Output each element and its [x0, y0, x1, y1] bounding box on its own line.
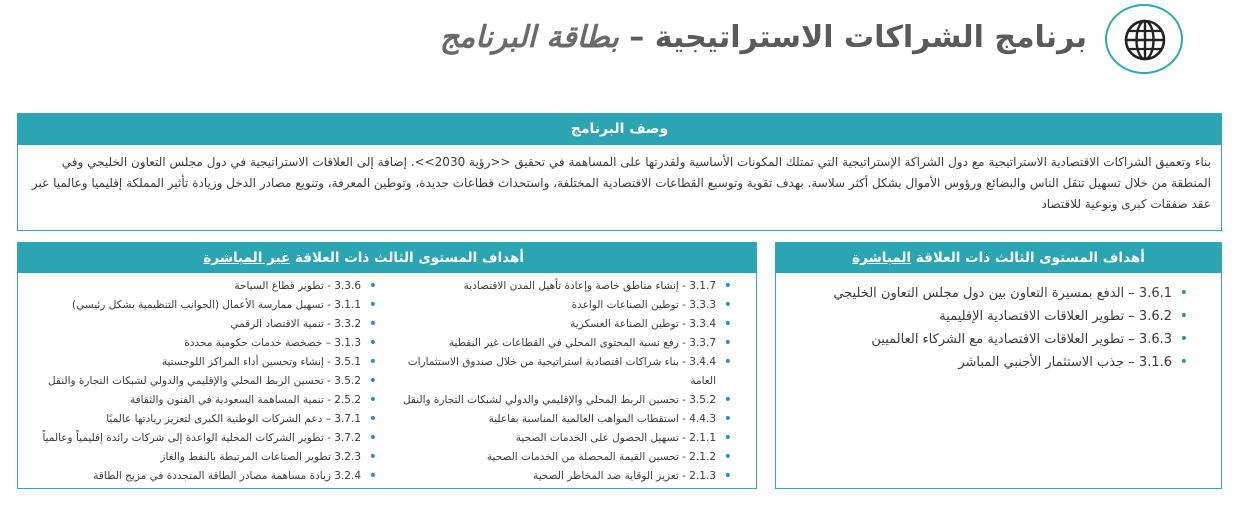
list-item: • 2.5.2 - تنمية المساهمة السعودية في الفنون والثقافة: [21, 391, 383, 410]
list-item: • 3.4.4 - بناء شراكات اقتصادية استراتيجية من خلال صندوق الاستثمارات العامة: [393, 353, 738, 391]
page-title: [440, 16, 1087, 60]
indirect-objectives-heading: [18, 243, 756, 273]
list-item: • 2.1.1 - تسهيل الحصول على الخدمات الصحية: [393, 429, 738, 448]
direct-heading-prefix: أهداف المستوى الثالث ذات العلاقة: [911, 250, 1145, 266]
list-item: • 3.5.2 - تحسين الربط المحلي والإقليمي والدولي لشبكات التجارة والنقل: [21, 372, 383, 391]
list-item: • 3.3.6 - تطوير قطاع السياحة: [21, 277, 383, 296]
list-item: • 3.6.3 – تطوير العلاقات الاقتصادية مع الشركاء العالميين: [833, 328, 1194, 351]
list-item: • 3.1.3 – خصخصة خدمات حكومية محددة: [21, 334, 383, 353]
indirect-objectives-column-left: [21, 277, 383, 486]
direct-objectives-list: [833, 282, 1194, 374]
globe-icon: [1123, 18, 1167, 62]
description-heading: وصف البرنامج: [18, 114, 1221, 145]
list-item: • 3.3.7 - رفع نسبة المحتوى المحلي في القطاعات غير النفطية: [393, 334, 738, 353]
list-item: • 3.6.2 – تطوير العلاقات الاقتصادية الإقليمية: [833, 305, 1194, 328]
direct-heading-emphasis: المباشرة: [852, 250, 912, 266]
list-item: • 3.1.7 - إنشاء مناطق خاصة وإعادة تأهيل المدن الاقتصادية: [393, 277, 738, 296]
list-item: • 3.2.4 زيادة مساهمة مصادر الطاقة المتجددة في مزيج الطاقة: [21, 467, 383, 486]
list-item: • 4.4.3 - استقطاب المواهب العالمية المناسبة بفاعلية: [393, 410, 738, 429]
list-item: • 2.1.2 - تحسين القيمة المحصلة من الخدمات الصحية: [393, 448, 738, 467]
program-logo: [1105, 4, 1183, 74]
description-text: بناء وتعميق الشراكات الاقتصادية الاستراتيجية مع دول الشراكة الإستراتيجية التي تمتلك المكونات الأساسية ولقدرتها على المساهمة في تحقيق <<رؤية 2030>>. إضافة إلى العلاقات الاستراتيجية في دول مجلس التعاون الخليجي وفي المنطقة من خلال تسهيل تنقل الناس والبضائع ورؤوس الأموال بشكل أكثر سلاسة. بهدف تقوية وتوسيع القطاعات الاقتصادية المختلفة، واستحداث قطاعات جديدة، وتوطين المعرفة، وتنويع مصادر الدخل وزيادة تأثير المملكة إقليميا وعالميا عبر عقد صفقات كبرى ونوعية للاقتصاد: [31, 155, 1211, 211]
list-item: • 3.6.1 – الدفع بمسيرة التعاون بين دول مجلس التعاون الخليجي: [833, 282, 1194, 305]
title-main: برنامج الشراكات الاستراتيجية –: [629, 20, 1087, 55]
list-item: • 3.7.2 - تطوير الشركات المحلية الواعدة إلى شركات رائدة إقليمياً وعالمياً: [21, 429, 383, 448]
indirect-objectives-column-right: [393, 277, 738, 486]
program-description-panel: [17, 113, 1222, 231]
list-item: • 3.2.3 تطوير الصناعات المرتبطة بالنفط والغاز: [21, 448, 383, 467]
indirect-objectives-panel: [17, 242, 757, 489]
title-subtitle: بطاقة البرنامج: [439, 20, 619, 55]
indirect-heading-emphasis: غير المباشرة: [203, 250, 291, 266]
list-item: • 3.5.1 - إنشاء وتحسين أداء المراكز اللوجستية: [21, 353, 383, 372]
list-item: • 3.1.1 - تسهيل ممارسة الأعمال (الجوانب التنظيمية بشكل رئيسي): [21, 296, 383, 315]
list-item: • 3.7.1 – دعم الشركات الوطنية الكبرى لتعزيز ريادتها عالميًا: [21, 410, 383, 429]
list-item: • 3.3.2 - تنمية الاقتصاد الرقمي: [21, 315, 383, 334]
list-item: • 2.1.3 - تعزيز الوقاية ضد المخاطر الصحية: [393, 467, 738, 486]
indirect-heading-prefix: أهداف المستوى الثالث ذات العلاقة: [290, 250, 524, 266]
direct-objectives-panel: [775, 242, 1222, 489]
list-item: • 3.1.6 – جذب الاستثمار الأجنبي المباشر: [833, 351, 1194, 374]
direct-objectives-heading: [776, 243, 1221, 273]
list-item: • 3.5.2 - تحسين الربط المحلي والإقليمي والدولي لشبكات التجارة والنقل: [393, 391, 738, 410]
list-item: • 3.3.4 - توطين الصناعة العسكرية: [393, 315, 738, 334]
list-item: • 3.3.3 - توطين الصناعات الواعدة: [393, 296, 738, 315]
logo-circle: [1105, 4, 1183, 74]
